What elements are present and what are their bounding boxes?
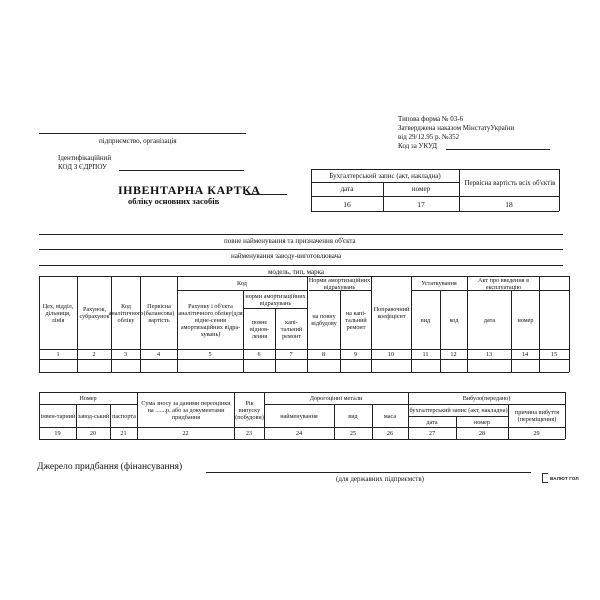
brand-text: ВАЛЮТ ГОЛ [550,475,579,481]
account-analytic-header: Рахунку і об'єкта аналітичного обліку(для відне-сення амортизаційних відра-хувань) [178,302,243,338]
card-number-line [245,194,287,195]
model-line [39,265,563,266]
code-header: Код [237,280,247,287]
card-subtitle: обліку основних засобів [128,196,220,206]
act-number-header: номер [517,316,534,324]
on-recovery-header: на повну відбудову [311,313,337,327]
number-header: Номер [79,395,97,402]
card-title: ІНВЕНТАРНА КАРТКА [118,183,261,197]
passport-number-header: паспорта [112,412,136,420]
col-num-13: 13 [485,351,493,358]
col-num-21: 21 [120,430,127,437]
col-num-6: 6 [257,351,261,358]
col-num-23: 23 [245,430,253,437]
disposed-header: Вибуло(передано) [462,395,511,402]
correction-coef-header: Поправочний коефіцієнт [373,306,410,320]
org-line [39,133,246,134]
metal-mass-header: маса [383,412,397,420]
inventory-card-form [6,93,591,503]
col-num-28: 28 [478,430,486,437]
manufacturer-label: найменування заводу-виготовлювача [231,252,342,260]
col-num-22: 22 [182,430,189,437]
analytic-code-header: Код аналітичного обліку [108,302,144,324]
col-num-20: 20 [89,430,97,437]
brand-logo [542,473,579,483]
col-num-24: 24 [295,430,303,437]
disposal-reason-header: причина вибуття (переміщення) [514,409,560,423]
dept-header: Цех, відділ, дільниця, лінія [42,302,74,324]
col-num-27: 27 [428,430,436,437]
depr-sum-header: Сума зносу за даними переоцінки на .......р. або за документами придбання [141,399,231,421]
form-type-line: Типова форма № 03-6 [398,115,464,123]
disposal-date-header: дата [426,418,438,426]
record-header: Бухгалтерський запис (акт, накладна) [329,171,441,180]
col-num-8: 8 [321,351,326,358]
source-line [206,472,531,473]
col-num-2: 2 [92,351,96,358]
state-note: (для державних підприємств) [336,475,424,483]
form-date-line: від 29/12.95 р. №352 [398,133,460,141]
edrpou-line [119,170,244,171]
inventory-number-header: інвен-тарний [40,412,76,420]
col-num-1: 1 [56,351,60,358]
col-num-7: 7 [289,351,293,358]
full-name-line [39,234,563,235]
norms-header: Норми амортизаційних відрахувань [308,276,371,291]
equipment-code-header: код [449,316,459,324]
model-label: модель, тип, марка [268,268,325,276]
act-date-header: дата [483,316,496,324]
manufacturer-line [39,249,563,250]
ukud-code-label: Код за УКУД [398,142,438,150]
disposal-number-header: номер [473,418,491,426]
source-label: Джерело придбання (фінансування) [37,462,183,472]
precious-metals-header: Дорогоцінні метали [309,395,363,402]
year-header: Рік випуску (побудови) [235,399,264,421]
col-num-26: 26 [386,430,394,437]
full-name-label: повне найменування та призначення об'єкта [224,237,356,245]
depr-norms-header: норми амортизаційних відрахувань [245,292,306,307]
col-num-29: 29 [533,430,540,437]
ukud-code-line [446,149,550,150]
on-capital-repair-header: на капі-тальний ремонт [345,309,367,331]
col-num-14: 14 [521,351,529,358]
col-num-11: 11 [422,351,429,358]
col-num-19: 19 [54,430,61,437]
edrpou-label: КОД З ЄДРПОУ [58,163,107,171]
equipment-kind-header: вид [420,316,431,324]
col-num-18: 18 [505,199,513,209]
col-num-17: 17 [417,199,425,209]
record-number-header: номер [411,185,431,193]
capital-repair-header: капі-тальний ремонт [280,318,303,340]
factory-number-header: завод-ський [77,412,110,420]
disposal-record-header: бухгалтерський запис (акт, накладна) [409,407,508,414]
col-num-16: 16 [343,199,351,209]
col-num-10: 10 [387,351,395,358]
equipment-header: Устаткування [421,280,457,287]
org-label: підприємство, організація [99,137,177,145]
act-commissioning-header: Акт про введення в експлуатацію [478,276,529,291]
col-num-5: 5 [208,351,212,358]
col-num-4: 4 [156,351,161,358]
account-header: Рахунок, субрахунок [79,306,110,320]
full-recovery-header: повне віднов-лення [249,318,270,340]
col-num-9: 9 [353,351,358,358]
record-date-header: дата [340,185,354,193]
initial-balance-header: Первісна (балансова) вартість [143,302,175,324]
metal-kind-header: вид [348,412,358,420]
ident-label: Ідентифікаційний [58,154,112,162]
brand-mark-icon [542,473,548,483]
col-num-12: 12 [450,351,457,358]
col-num-25: 25 [349,430,357,437]
metal-name-header: найменування [280,412,318,420]
col-num-3: 3 [123,351,128,358]
col-num-15: 15 [550,351,558,358]
initial-cost-header: Первісна вартість всіх об'єктів [464,178,556,187]
form-approval-line: Затверджена наказом МінстатуУкраїни [398,124,515,132]
